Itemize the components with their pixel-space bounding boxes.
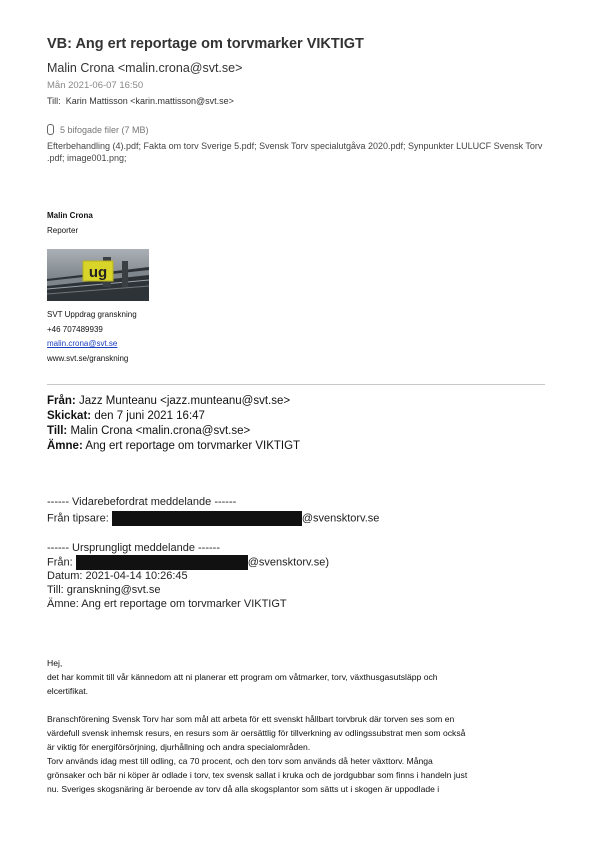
header-divider (47, 384, 545, 385)
body-line: nu. Sveriges skogsnäring är beroende av torv då alla skogsplantor som sätts ut i skogen är uppodlade i (47, 784, 440, 794)
original-message-title: ------ Ursprungligt meddelande ------ (47, 542, 220, 554)
body-line: Hej, (47, 658, 63, 668)
body-line: grönsaker och bär ni köper är odlade i torv, tex svensk sallat i kruka och de jordgubbar som finns i handeln just (47, 770, 468, 780)
paperclip-icon (47, 124, 54, 135)
body-line: Branschförening Svensk Torv har som mål att arbeta för ett svenskt hållbart torvbruk där torven ses som en (47, 714, 455, 724)
body-line: elcertifikat. (47, 686, 89, 696)
original-to: Till: granskning@svt.se (47, 584, 161, 596)
forwarded-sent-value: den 7 juni 2021 16:47 (94, 410, 205, 422)
forwarded-subject-label: Ämne: (47, 440, 83, 452)
email-recipient (47, 96, 234, 106)
forwarded-sent-label: Skickat: (47, 410, 92, 422)
original-subject: Ämne: Ang ert reportage om torvmarker VIKTIGT (47, 598, 287, 610)
signature-web[interactable]: www.svt.se/granskning (47, 354, 129, 363)
email-sender[interactable]: Malin Crona <malin.crona@svt.se> (47, 61, 243, 75)
forwarded-message-title: ------ Vidarebefordrat meddelande ------ (47, 496, 237, 508)
forwarded-to (47, 425, 250, 437)
to-label: Till: (47, 96, 61, 106)
original-from-domain: @svensktorv.se) (247, 556, 330, 569)
forwarded-to-value[interactable]: Malin Crona <malin.crona@svt.se> (70, 425, 251, 437)
tipster-label: Från tipsare: (47, 512, 109, 525)
body-line: det har kommit till vår kännedom att ni planerar ett program om våtmarker, torv, växthusgasutsläpp och (47, 672, 438, 682)
original-date: Datum: 2021-04-14 10:26:45 (47, 570, 188, 582)
email-subject: VB: Ang ert reportage om torvmarker VIKTIGT (47, 36, 364, 52)
signature-email-link[interactable]: malin.crona@svt.se (47, 339, 118, 348)
ug-logo-image (47, 249, 149, 301)
to-value[interactable]: Karin Mattisson <karin.mattisson@svt.se> (65, 96, 234, 106)
original-from-line (47, 555, 329, 570)
tipster-domain: @svensktorv.se (301, 512, 380, 525)
signature-phone: +46 707489939 (47, 325, 103, 334)
forwarded-from-label: Från: (47, 395, 76, 407)
redacted-block (112, 511, 302, 526)
attachments-summary[interactable] (47, 124, 149, 135)
body-line: Torv används idag mest till odling, ca 70 procent, och den torv som används då heter växttorv. Många (47, 756, 433, 766)
forwarded-from-value[interactable]: Jazz Munteanu <jazz.munteanu@svt.se> (78, 395, 291, 407)
signature-role: Reporter (47, 226, 79, 235)
forwarded-subject (47, 440, 300, 452)
signature-name: Malin Crona (47, 211, 93, 220)
forwarded-sent (47, 410, 205, 422)
body-line: är viktig för energiförsörjning, djurhållning och andra specialområden. (47, 742, 311, 752)
forwarded-to-label: Till: (47, 425, 68, 437)
attachments-label: 5 bifogade filer (7 MB) (60, 124, 149, 135)
body-line: värdefull svensk inhemsk resurs, en resurs som är oersättlig för tillverkning av odlingssubstrat men som också (47, 728, 466, 738)
forwarded-from (47, 395, 290, 407)
redacted-block (76, 555, 248, 570)
forwarded-subject-value: Ang ert reportage om torvmarker VIKTIGT (85, 440, 301, 452)
tipster-line (47, 511, 379, 526)
logo-lettering: ug (88, 264, 108, 281)
original-from-label: Från: (47, 556, 73, 569)
attachments-list[interactable]: Efterbehandling (4).pdf; Fakta om torv Sverige 5.pdf; Svensk Torv specialutgåva 2020.pdf; Synpunkter LULUCF Svensk Torv .pdf; image001.png; (47, 141, 543, 163)
signature-org: SVT Uppdrag granskning (47, 310, 137, 319)
email-date: Mån 2021-06-07 16:50 (47, 80, 144, 91)
